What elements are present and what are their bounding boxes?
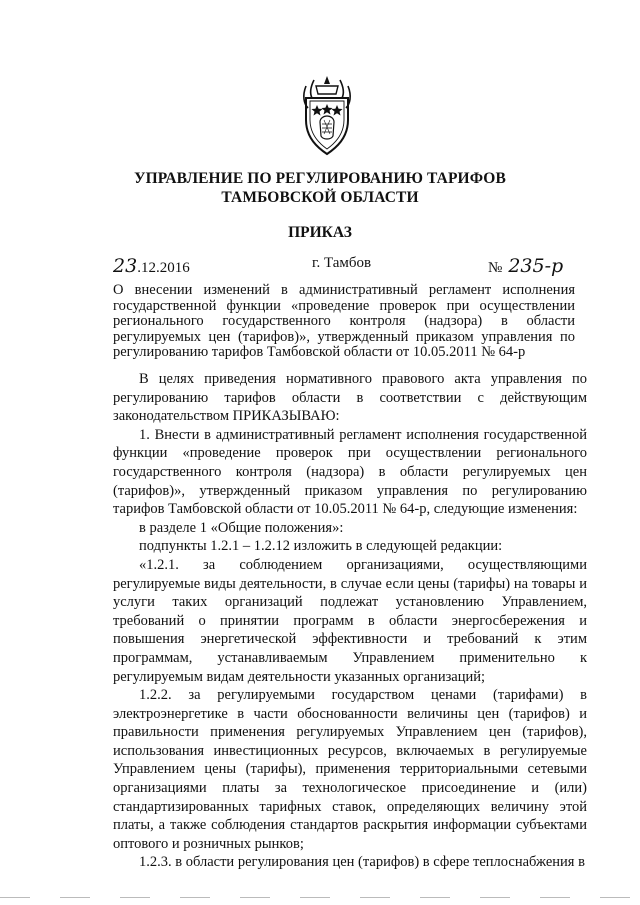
number-sign: № [488,260,503,276]
document-type-title: ПРИКАЗ [288,224,352,241]
document-city: г. Тамбов [312,255,372,271]
body-paragraph: «1.2.1. за соблюдением организациями, осуществляющими регулируемые виды деятельности, в случае если цены (тарифы) на товары и услуги таких организаций подлежат установлению Управлением, требований о принятии программ в области энергосбережения и повышения энергетической эффективности и требований к этим программам, устанавливаемым Управлением применительно к регулируемым видам деятельности указанных организаций; [113,556,587,685]
body-paragraph: 1.2.2. за регулируемыми государством ценами (тарифами) в электроэнергетике в части обоснованности величины цен (тарифов) и правильности применения регулируемых Управлением цен (тарифов), использования инвестиционных ресурсов, включаемых в регулируемые Управлением цены (тарифы), применения территориальными сетевыми организациями платы за технологическое присоединение и (или) стандартизированных тарифных ставок, определяющих величину этой платы, а также соблюдения стандартов раскрытия информации субъектами оптового и розничных рынков; [113,687,587,852]
document-date [113,255,190,277]
body-paragraph: 1. Внести в административный регламент исполнения государственной функции «проведение проверок при осуществлении регионального государственного контроля (надзора) в области регулируемых цен (тарифов)», утвержденный приказом управления по регулированию тарифов Тамбовской области от 10.05.2011 № 64-р, следующие изменения: [113,426,587,518]
document-body [113,370,587,872]
organization-name-line1: УПРАВЛЕНИЕ ПО РЕГУЛИРОВАНИЮ ТАРИФОВ [134,170,506,187]
scan-edge-artifact [0,897,640,898]
organization-name-line2: ТАМБОВСКОЙ ОБЛАСТИ [221,189,419,206]
body-paragraph: 1.2.3. в области регулирования цен (тарифов) в сфере теплоснабжения в [139,854,585,871]
printed-month-year: .12.2016 [137,260,190,276]
coat-of-arms-emblem [296,74,358,158]
document-number [488,255,563,277]
body-paragraph: подпункты 1.2.1 – 1.2.12 изложить в следующей редакции: [139,538,503,555]
body-paragraph: в разделе 1 «Общие положения»: [139,519,344,536]
body-paragraph: В целях приведения нормативного правового акта управления по регулированию тарифов области в соответствии с действующим законодательством ПРИКАЗЫВАЮ: [113,371,587,425]
document-subject: О внесении изменений в административный регламент исполнения государственной функции «проведение проверок при осуществлении регионального государственного контроля (надзора) в области регулируемых цен (тарифов)», утвержденный приказом управления по регулированию тарифов Тамбовской области от 10.05.2011 № 64-р [113,282,575,360]
handwritten-number: 235-р [508,255,564,277]
handwritten-day: 23 [113,255,138,277]
